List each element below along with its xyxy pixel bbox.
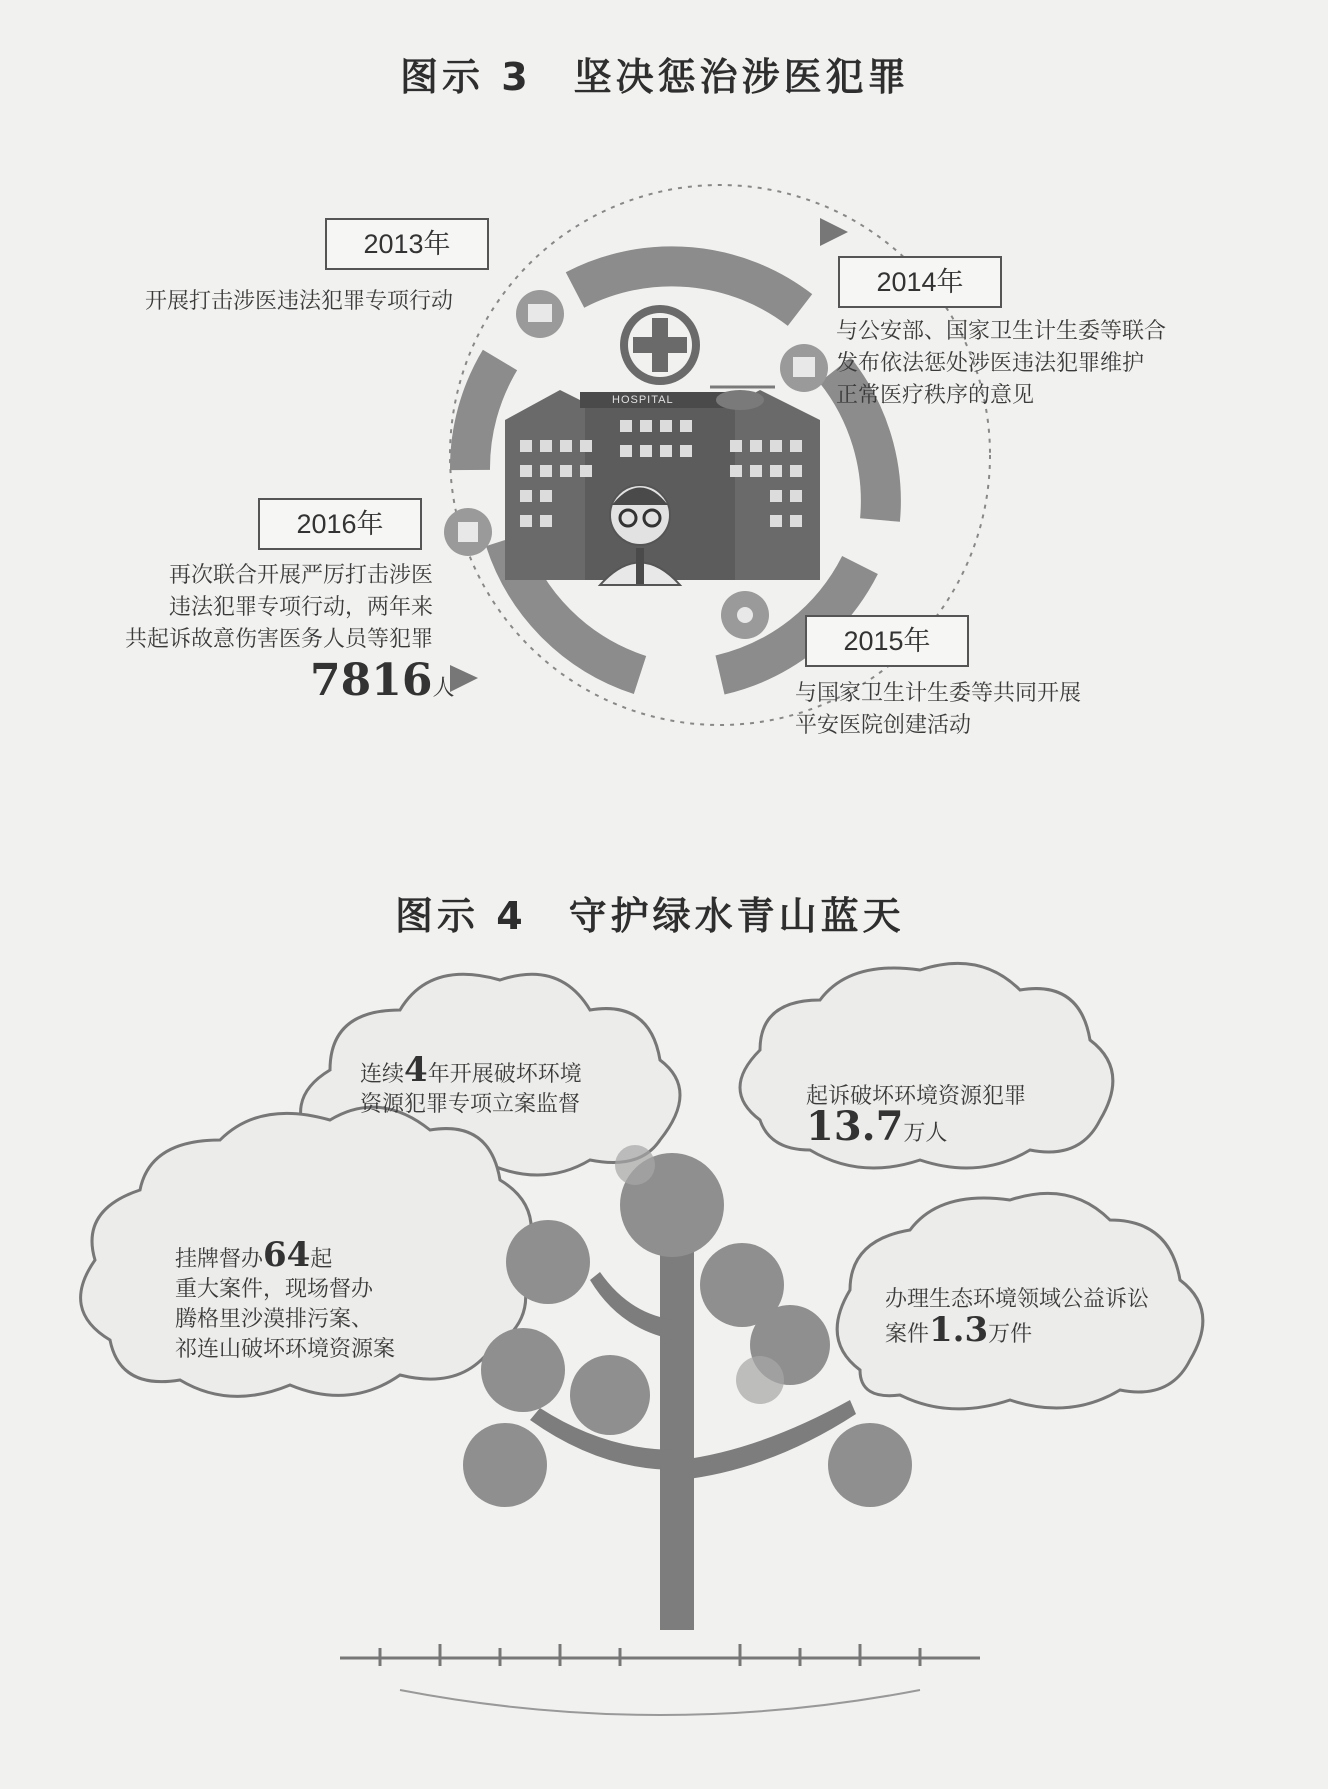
event-2016-text: 再次联合开展严厉打击涉医 违法犯罪专项行动，两年来 共起诉故意伤害医务人员等犯罪: [124, 563, 433, 652]
cloud-1-text: 连续4年开展破坏环境 资源犯罪专项立案监督: [360, 1050, 582, 1117]
cloud-4-text: 办理生态环境领域公益诉讼 案件1.3万件: [885, 1287, 1150, 1350]
figure4-title: 图示 4 守护绿水青山蓝天: [395, 894, 905, 938]
event-2015-text: 与国家卫生计生委等共同开展 平安医院创建活动: [795, 681, 1082, 738]
hospital-sign: HOSPITAL: [612, 394, 674, 406]
year-2015-label: 2015年: [805, 615, 969, 667]
year-2013-label: 2013年: [325, 218, 489, 270]
event-2013-text: 开展打击涉医违法犯罪专项行动: [145, 289, 454, 314]
cloud-2-text: 起诉破坏环境资源犯罪 13.7万人: [806, 1084, 1027, 1150]
event-2014-text: 与公安部、国家卫生计生委等联合 发布依法惩处涉医违法犯罪维护 正常医疗秩序的意见: [836, 319, 1167, 408]
figure3-title: 图示 3 坚决惩治涉医犯罪: [400, 55, 910, 99]
event-2016-count: 7816人: [310, 655, 455, 706]
year-2014-label: 2014年: [838, 256, 1002, 308]
cloud-3-text: 挂牌督办64起 重大案件，现场督办 腾格里沙漠排污案、 祁连山破坏环境资源案: [175, 1235, 396, 1362]
year-2016-label: 2016年: [258, 498, 422, 550]
